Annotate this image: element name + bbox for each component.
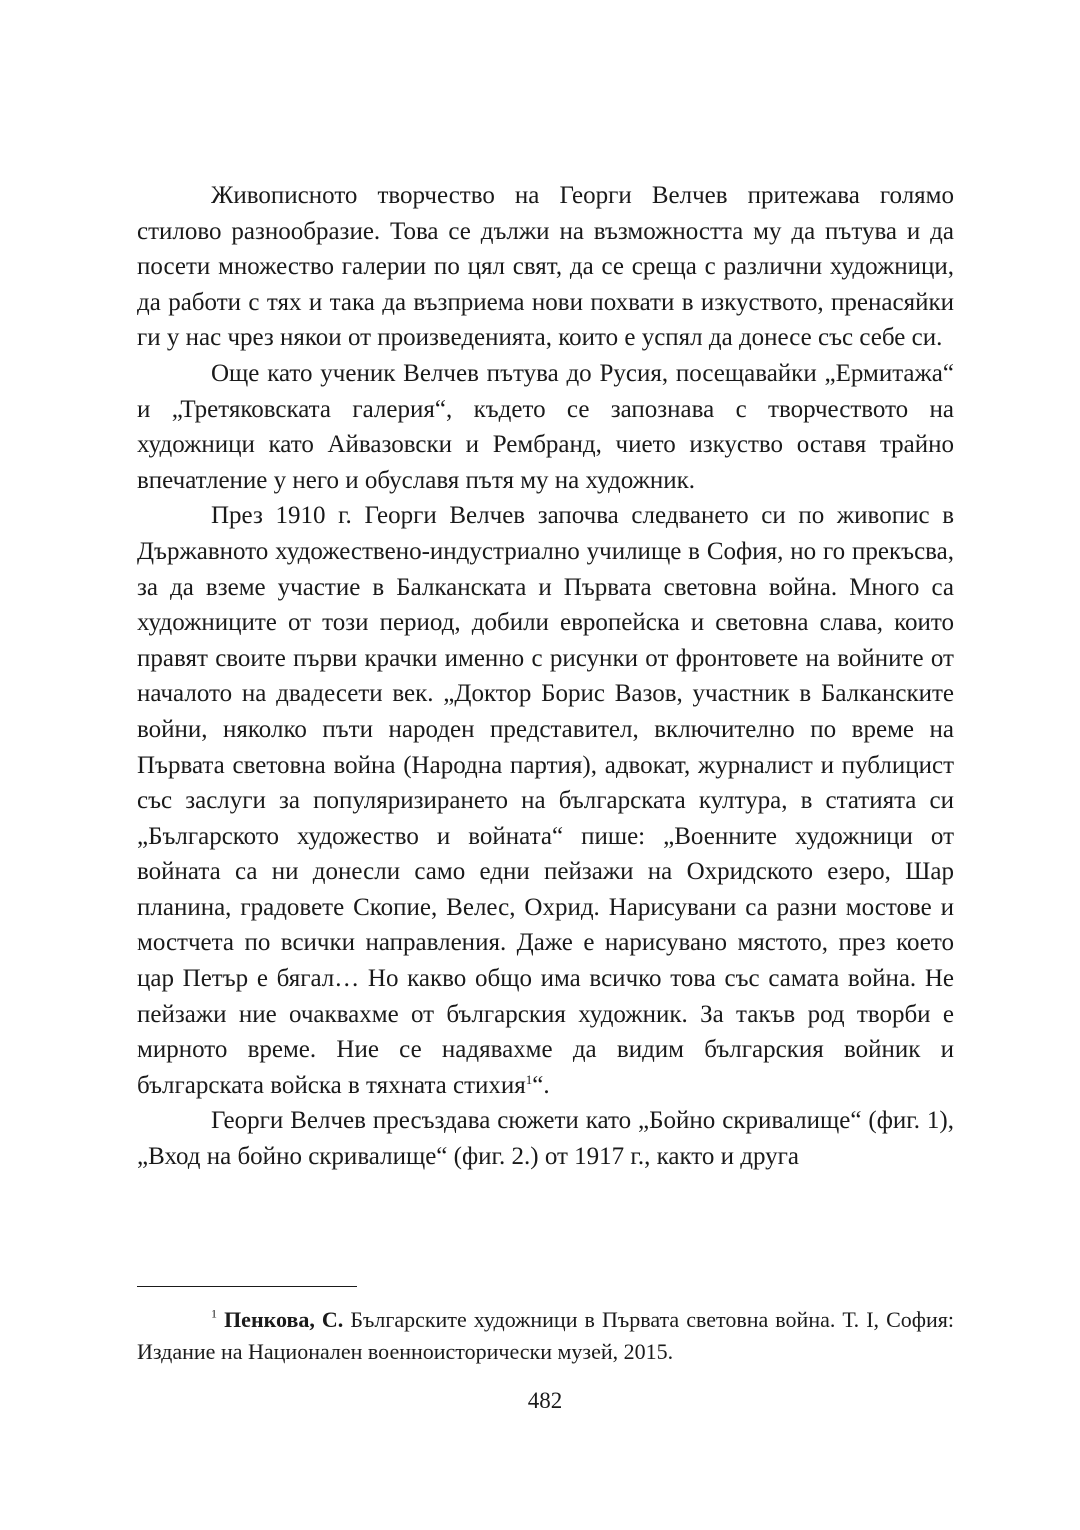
paragraph-3-text: През 1910 г. Георги Велчев започва следването си по живопис в Държавното художествено-индустриално училище в София, но го прекъсва, за да вземе участие в Балканската и Първата световна война. Много са художниците от този период, добили европейска и световна слава, които правят своите първи крачки именно с рисунки от фронтовете на войните от началото на двадесети век. „Доктор Борис Вазов, участник в Балканските войни, няколко пъти народен представител, включително по време на Първата световна война (Народна партия), адвокат, журналист и публицист със заслуги за популяризирането на българската култура, в статията си „Българското художество и войната“ пише: „Военните художници от войната са ни донесли само едни пейзажи на Охридското езеро, Шар планина, градовете Скопие, Велес, Охрид. Нарисувани са разни мостове и мостчета по всички направления. Даже е нарисувано мястото, през което цар Петър е бягал… Но какво общо има всичко това със самата война. Не пейзажи ние очаквахме от българския художник. За такъв род творби е мирното време. Ние се надявахме да видим българския войник и българската войска в тяхната стихия [137,502,954,1099]
footnote-text: Българските художници в Първата световна война. Т. I, София: Издание на Национален военноисторически музей, 2015. [137,1307,955,1364]
footnote [137,1304,954,1368]
page-number: 482 [527,1388,563,1413]
paragraph-4: Георги Велчев пресъздава сюжети като „Бойно скривалище“ (фиг. 1), „Вход на бойно скривалище“ (фиг. 2.) от 1917 г., както и друга [137,1107,954,1171]
footnote-reference[interactable]: 1 [525,1071,533,1087]
paragraph-2: Още като ученик Велчев пътува до Русия, посещавайки „Ермитажа“ и „Третяковската галерия“, където се запознава с творчеството на художници като Айвазовски и Рембранд, чието изкуство оставя трайно впечатление у него и обуславя пътя му на художник. [137,359,954,494]
footnote-author: Пенкова, С. [224,1307,344,1332]
paragraph-3-closing: “. [532,1071,550,1099]
footnote-separator [137,1286,357,1287]
footnote-number: 1 [211,1306,217,1321]
main-text [137,178,954,1175]
paragraph-3 [137,498,954,1103]
paragraph-1: Живописното творчество на Георги Велчев притежава голямо стилово разнообразие. Това се дължи на възможността му да пътува и да посети множество галерии по цял свят, да се среща с различни художници, да работи с тях и така да възприема нови похвати в изкуството, пренасяйки ги у нас чрез някои от произведенията, които е успял да донесе със себе си. [137,182,954,352]
